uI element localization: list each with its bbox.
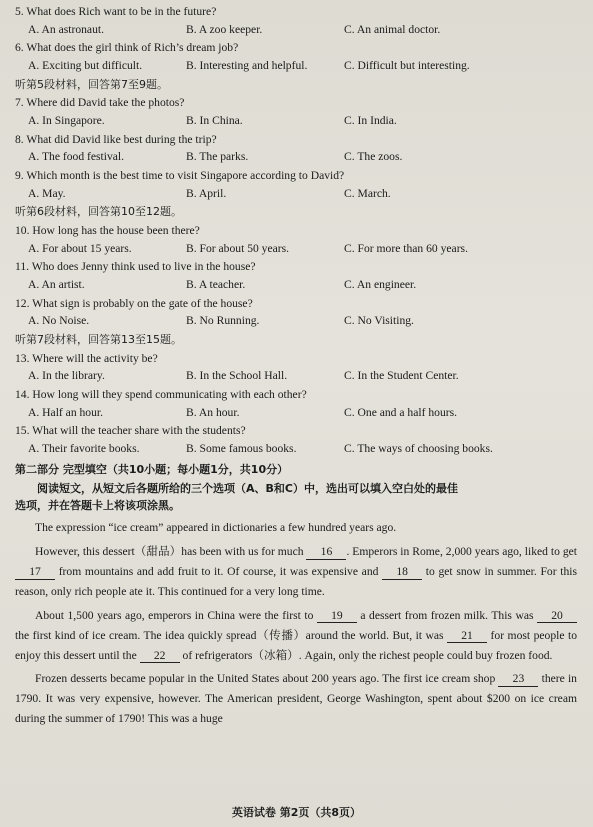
options [15,149,583,165]
option-c: C. An animal doctor. [344,22,441,36]
question-13 [15,351,583,384]
option-b: B. April. [186,186,227,200]
part2-title: 第二部分 完型填空（共10小题；每小题1分，共10分） [15,462,289,476]
question-text: 14. How long will they spend communicating with each other? [15,388,307,402]
part2-instructions-line2: 选项，并在答题卡上将该项涂黑。 [15,499,180,513]
options [15,405,583,421]
option-c: C. The ways of choosing books. [344,441,493,455]
question-15 [15,423,583,456]
question-text: 5. What does Rich want to be in the future? [15,5,217,18]
question-10 [15,223,583,256]
passage-text: . Emperors in Rome, 2,000 years ago, liked to get [346,544,577,558]
option-a: A. Exciting but difficult. [28,58,143,72]
options [15,113,583,129]
option-b: B. No Running. [186,314,260,328]
blank-16: 16 [306,546,346,560]
option-b: B. A zoo keeper. [186,22,263,36]
blank-21: 21 [447,630,487,644]
option-c: C. March. [344,186,391,200]
question-6 [15,40,583,73]
option-a: A. For about 15 years. [28,241,132,255]
option-a: A. No Noise. [28,314,90,328]
passage-text: of refrigerators（冰箱）. Again, only the richest people could buy frozen food. [182,648,553,662]
passage-text: The expression “ice cream” appeared in dictionaries a few hundred years ago. [35,520,397,534]
option-b: B. For about 50 years. [186,241,290,255]
option-b: B. In the School Hall. [186,369,288,383]
page-footer: 英语试卷 第2页（共8页） [231,806,362,820]
section-7-label: 听第7段材料，回答第13至15题。 [15,332,182,346]
passage-paragraph-2 [15,542,583,602]
passage-paragraph-3 [15,606,583,666]
option-c: C. An engineer. [344,278,417,292]
option-c: C. Difficult but interesting. [344,58,470,72]
question-14 [15,387,583,420]
passage-text: Frozen desserts became popular in the United States about 200 years ago. The first ice cream shop [35,672,496,686]
blank-22: 22 [140,650,180,664]
options [15,22,583,38]
section-5-label: 听第5段材料，回答第7至9题。 [15,77,168,91]
option-b: B. Some famous books. [186,441,297,455]
passage-text: there in 1790. It was very expensive, however. The American president, George Washington, spent about $200 on ice cream during the summer of 1790! This was a huge [15,672,577,726]
passage-paragraph-1 [15,518,583,538]
question-text: 15. What will the teacher share with the students? [15,424,246,438]
part2-instructions-line1: 阅读短文，从短文后各题所给的三个选项（A、B和C）中，选出可以填入空白处的最佳 [37,482,458,496]
blank-20: 20 [537,610,577,624]
option-a: A. An astronaut. [28,22,104,36]
option-a: A. An artist. [28,278,85,292]
blank-19: 19 [317,610,357,624]
blank-18: 18 [382,566,422,580]
passage-paragraph-4 [15,669,583,729]
options [15,58,583,74]
question-text: 13. Where will the activity be? [15,351,158,365]
question-7 [15,95,583,128]
options [15,313,583,329]
passage-text: for most people to enjoy this dessert until the [15,628,577,662]
question-text: 11. Who does Jenny think used to live in the house? [15,260,256,274]
passage-text: About 1,500 years ago, emperors in China were the first to [35,608,314,622]
passage-text: from mountains and add fruit to it. Of course, it was expensive and [58,564,379,578]
option-a: A. Half an hour. [28,405,104,419]
option-b: B. Interesting and helpful. [186,58,308,72]
options [15,186,583,202]
options [15,241,583,257]
passage-text: However, this dessert（甜品）has been with us for much [35,544,304,558]
options [15,441,583,457]
passage-text: the first kind of ice cream. The idea quickly spread（传播）around the world. But, it was [15,628,444,642]
question-5 [15,4,583,37]
option-a: A. The food festival. [28,150,125,164]
option-b: B. In China. [186,114,243,128]
question-8 [15,132,583,165]
option-c: C. One and a half hours. [344,405,458,419]
option-a: A. May. [28,186,66,200]
question-text: 9. Which month is the best time to visit Singapore according to David? [15,168,345,182]
option-b: B. The parks. [186,150,249,164]
option-a: A. Their favorite books. [28,441,140,455]
blank-23: 23 [498,673,538,687]
question-11 [15,259,583,292]
option-c: C. For more than 60 years. [344,241,468,255]
option-c: C. In the Student Center. [344,369,459,383]
passage-text: to get snow in summer. For this reason, only rich people ate it. This continued for a very long time. [15,564,578,598]
section-6-label: 听第6段材料，回答第10至12题。 [15,205,182,219]
option-b: B. An hour. [186,405,240,419]
options [15,368,583,384]
question-9 [15,168,583,201]
option-a: A. In the library. [28,369,105,383]
blank-17: 17 [15,566,55,580]
option-c: C. No Visiting. [344,314,414,328]
options [15,277,583,293]
option-c: C. In India. [344,114,397,128]
option-b: B. A teacher. [186,278,246,292]
passage-text: a dessert from frozen milk. This was [360,608,534,622]
question-text: 7. Where did David take the photos? [15,96,185,110]
option-c: C. The zoos. [344,150,403,164]
question-text: 8. What did David like best during the trip? [15,132,217,146]
question-12 [15,296,583,329]
question-text: 6. What does the girl think of Rich’s dream job? [15,41,239,55]
option-a: A. In Singapore. [28,114,105,128]
question-text: 12. What sign is probably on the gate of the house? [15,296,253,310]
question-text: 10. How long has the house been there? [15,224,200,238]
